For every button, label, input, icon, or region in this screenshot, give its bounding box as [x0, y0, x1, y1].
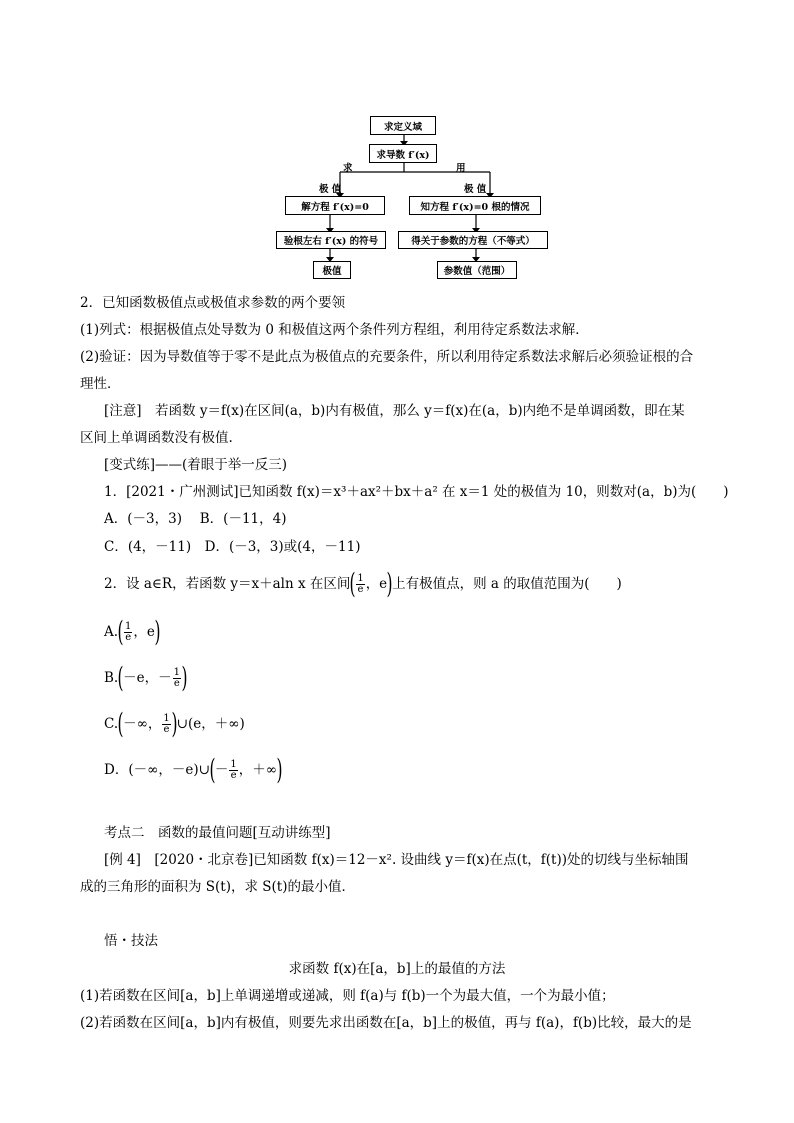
option-c [104, 707, 245, 740]
skill-center-title: 求函数 f(x)在[a，b]上的最值的方法 [288, 961, 506, 977]
option-label: B. [104, 670, 119, 686]
right-paren: ) [386, 567, 393, 600]
option-text: － [214, 762, 229, 778]
flow-label-use: 用 [456, 163, 466, 174]
question-1-options-ab: A．(－3，3) B．(－11，4) [104, 511, 287, 527]
fraction-denominator: e [163, 723, 170, 735]
question-2-prefix: 2．设 a∈R，若函数 y＝x＋aln x 在区间 [104, 576, 351, 592]
option-b [104, 661, 188, 694]
fraction-denominator: e [357, 583, 364, 595]
section-heading: 2．已知函数极值点或极值求参数的两个要领 [80, 295, 346, 311]
flow-label-seek: 求 [343, 163, 353, 174]
fraction [173, 668, 181, 689]
fraction-denominator: e [230, 769, 237, 781]
paragraph-list-equation: (1)列式：根据极值点处导数为 0 和极值这两个条件列方程组，利用待定系数法求解． [80, 322, 589, 338]
left-paren: ( [349, 567, 356, 600]
skill-paragraph-2: (2)若函数在区间[a，b]内有极值，则要先求出函数在[a，b]上的极值，再与 f(a)，f(b)比较，最大的是 [80, 1015, 692, 1031]
left-paren: ( [117, 661, 124, 694]
fraction-numerator: 1 [230, 758, 237, 770]
flow-box-derivative: 求导数 f′(x) [369, 144, 437, 163]
question-2 [104, 567, 622, 600]
fraction-numerator: 1 [173, 666, 181, 678]
example-4-line1: [例 4] [2020・北京卷]已知函数 f(x)＝12－x². 设曲线 y＝f(x)在点(t，f(t))处的切线与坐标轴围 [104, 852, 689, 868]
option-text: ，e [133, 624, 155, 640]
skill-title: 悟・技法 [104, 933, 158, 949]
option-text: －e，－ [123, 670, 172, 686]
question-1-options-cd: C．(4，－11) D．(－3，3)或(4，－11) [104, 539, 361, 555]
option-text: －∞， [123, 716, 162, 732]
left-paren: ( [117, 615, 124, 648]
fraction [162, 714, 170, 735]
right-paren: ) [181, 661, 188, 694]
skill-paragraph-1: (1)若函数在区间[a，b]上单调递增或递减，则 f(a)与 f(b)一个为最大值，一个为最小值； [80, 988, 615, 1004]
right-paren: ) [154, 615, 161, 648]
flow-box-domain: 求定义域 [370, 116, 436, 135]
paragraph-verify-line1: (2)验证：因为导数值等于零不是此点为极值点的充要条件，所以利用待定系数法求解后必须验证根的合 [80, 349, 694, 365]
question-2-suffix: 上有极值点，则 a 的取值范围为( ) [392, 576, 622, 592]
flow-label-extreme-right: 极 值 [464, 184, 487, 195]
option-d [104, 753, 283, 786]
flow-label-extreme-left: 极 值 [319, 184, 342, 195]
fraction [356, 574, 364, 595]
fraction [229, 760, 237, 781]
example-4-line2: 成的三角形的面积为 S(t)，求 S(t)的最小值． [80, 879, 355, 895]
flow-box-extreme-value: 极值 [313, 261, 351, 279]
option-text: ∪(e，＋∞) [176, 716, 245, 732]
question-1: 1．[2021・广州测试]已知函数 f(x)＝x³＋ax²＋bx＋a² 在 x＝1 处的极值为 10，则数对(a，b)为( ) [104, 484, 729, 500]
flow-box-check-sign: 验根左右 f′(x) 的符号 [276, 231, 386, 249]
practice-title: [变式练]——(着眼于举一反三) [104, 457, 288, 473]
fraction-denominator: e [173, 677, 180, 689]
left-paren: ( [209, 753, 216, 786]
option-text: ，＋∞ [238, 762, 277, 778]
option-label: A. [104, 624, 119, 640]
flow-box-param-range: 参数值（范围） [437, 261, 517, 279]
left-paren: ( [117, 707, 124, 740]
note-line1: [注意] 若函数 y＝f(x)在区间(a，b)内有极值，那么 y＝f(x)在(a，b)内绝不是单调函数，即在某 [104, 403, 685, 419]
interval-right: ，e [365, 576, 388, 592]
fraction-numerator: 1 [124, 620, 132, 632]
kaodian-title: 考点二 函数的最值问题[互动讲练型] [104, 825, 331, 841]
flow-box-param-equation: 得关于参数的方程（不等式） [398, 231, 548, 249]
fraction-numerator: 1 [357, 572, 364, 584]
right-paren: ) [171, 707, 178, 740]
flow-box-solve-equation: 解方程 f′(x)=0 [285, 196, 385, 215]
option-label: C. [104, 716, 119, 732]
option-label: D．(－∞，－e)∪ [104, 762, 210, 778]
flow-box-known-roots: 知方程 f′(x)=0 根的情况 [409, 196, 541, 215]
fraction-denominator: e [125, 631, 132, 643]
right-paren: ) [276, 753, 283, 786]
option-a [104, 615, 161, 648]
fraction-numerator: 1 [163, 712, 170, 724]
note-line2: 区间上单调函数没有极值. [80, 430, 233, 446]
paragraph-verify-line2: 理性． [80, 376, 121, 392]
fraction [124, 622, 132, 643]
